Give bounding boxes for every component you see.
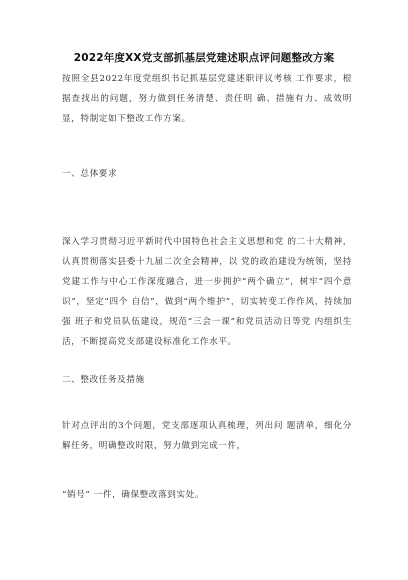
section-heading-general-requirements: 一、总体要求 — [62, 169, 118, 179]
rectification-tasks-paragraph-tail: “销号” 一件，确保整改落到实处。 — [62, 490, 205, 500]
intro-paragraph: 按照全县2022年度党组织书记抓基层党建述职评议考核 工作要求，根据查找出的问题，努力做到任务清楚、责任明 确、措施有力、成效明显，特制定如下整改工作方案。 — [62, 74, 352, 124]
general-requirements-paragraph: 深入学习贯彻习近平新时代中国特色社会主义思想和党 的二十大精神，认真贯彻落实县委十九届二次全会精神，以 党的政治建设为统领，坚持党建工作与中心工作深度融合，进一步拥护“两个确立”，树牢“四个意识”，坚定“四个 自信”，做到“两个维护”，切实转变工作作风，持续加强 班子和党员队伍建设，规范“三会一课”和党员活动日等党 内组织生活，不断提高党支部建设标准化工作水平。 — [62, 237, 352, 347]
rectification-tasks-paragraph: 针对点评出的3个问题，党支部逐项认真梳理，列出问 题清单，细化分解任务，明确整改时限，努力做到完成一件， — [62, 421, 352, 451]
section-heading-rectification-tasks: 二、整改任务及措施 — [62, 375, 145, 385]
document-title: 2022年度XX党支部抓基层党建述职点评问题整改方案 — [73, 52, 335, 64]
